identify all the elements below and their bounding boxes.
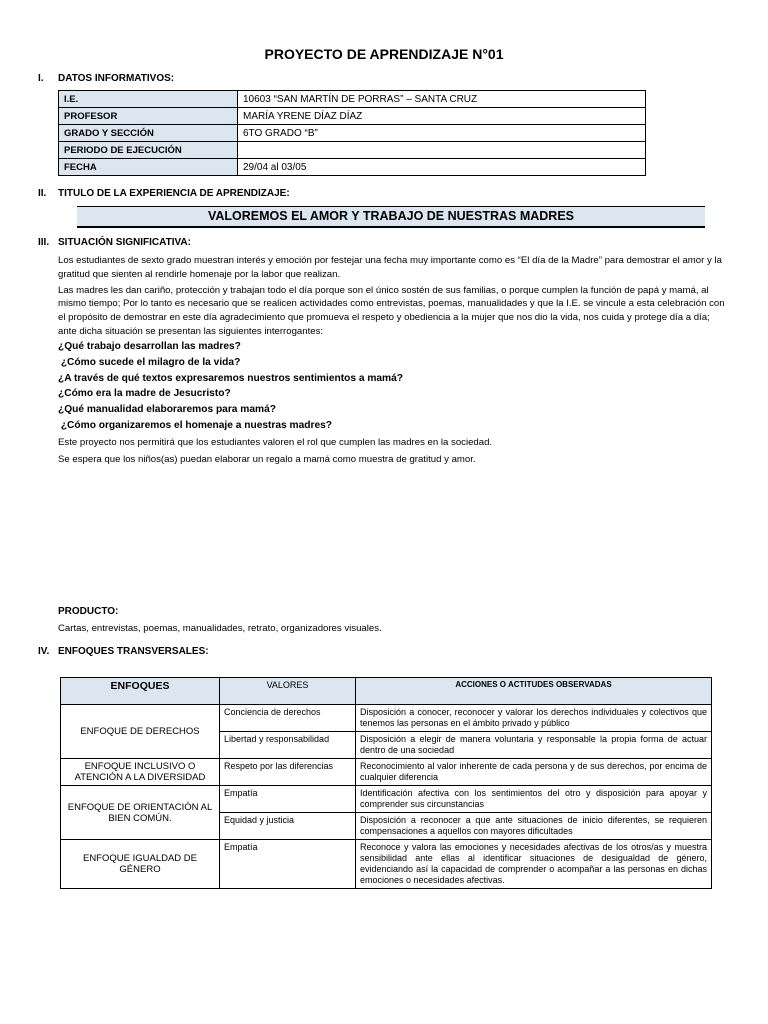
question-item: ¿A través de qué textos expresaremos nuestros sentimientos a mamá?: [58, 372, 403, 384]
situation-text: [58, 254, 730, 341]
enfoques-table: [60, 677, 712, 889]
section-number: IV.: [38, 646, 50, 657]
info-value: 6TO GRADO “B”: [238, 125, 646, 142]
question-list: [58, 339, 730, 434]
info-value: [238, 142, 646, 159]
product-text: Cartas, entrevistas, poemas, manualidades, retrato, organizadores visuales.: [58, 623, 382, 634]
accion-cell: Disposición a elegir de manera voluntaria y responsable la propia forma de actuar dentro de una sociedad: [356, 732, 712, 759]
header-enfoques: ENFOQUES: [61, 678, 220, 705]
section-number: II.: [38, 188, 47, 199]
accion-cell: Reconocimiento al valor inherente de cada persona y de sus derechos, por encima de cualquier diferencia: [356, 759, 712, 786]
valor-cell: Empatía: [220, 786, 356, 813]
info-table: [58, 90, 646, 176]
document-title: PROYECTO DE APRENDIZAJE N°01: [264, 46, 504, 62]
valor-cell: Respeto por las diferencias: [220, 759, 356, 786]
accion-cell: Disposición a conocer, reconocer y valorar los derechos individuales y colectivos que tenemos las personas en el ámbito privado y público: [356, 705, 712, 732]
valor-cell: Libertad y responsabilidad: [220, 732, 356, 759]
info-label: GRADO Y SECCIÓN: [59, 125, 238, 142]
info-label: I.E.: [59, 91, 238, 108]
closing-paragraph: Este proyecto nos permitirá que los estudiantes valoren el rol que cumplen las madres en la sociedad.: [58, 437, 493, 448]
info-row: [59, 125, 646, 142]
info-label: PERIODO DE EJECUCIÓN: [59, 142, 238, 159]
closing-paragraph: Se espera que los niños(as) puedan elaborar un regalo a mamá como muestra de gratitud y amor.: [58, 453, 476, 465]
section-heading-titulo: [38, 188, 290, 199]
section-label: DATOS INFORMATIVOS:: [58, 73, 175, 84]
closing-text: [58, 436, 730, 469]
info-row: [59, 91, 646, 108]
section-label: ENFOQUES TRANSVERSALES:: [58, 646, 209, 657]
valor-cell: Equidad y justicia: [220, 813, 356, 840]
question-item: ¿Cómo organizaremos el homenaje a nuestras madres?: [58, 419, 333, 431]
enfoque-cell: ENFOQUE DE DERECHOS: [61, 705, 220, 759]
enfoque-cell: ENFOQUE INCLUSIVO O ATENCIÓN A LA DIVERSIDAD: [61, 759, 220, 786]
info-value: 29/04 al 03/05: [238, 159, 646, 176]
accion-cell: Identificación afectiva con los sentimientos del otro y disposición para apoyar y comprender sus circunstancias: [356, 786, 712, 813]
section-heading-enfoques: [38, 646, 209, 657]
situation-paragraph: Las madres les dan cariño, protección y trabajan todo el día porque son el único sostén de sus familias, o porque cumplen la función de papá y mamá, al mismo tiempo; Por lo tanto es necesario que se realicen actividades como entrevistas, poemas, manualidades y que la I.E. se vincule a esta celebración con el propósito de demostrar en este día agradecimiento que promueva el respeto y obediencia a la mujer que nos dio la vida, nos cuida y protege día a día; ante dicha situación se presentan las siguientes interrogantes:: [58, 284, 725, 337]
enfoque-cell: ENFOQUE DE ORIENTACIÓN AL BIEN COMÚN.: [61, 786, 220, 840]
table-row: [61, 759, 712, 786]
header-acciones: ACCIONES O ACTITUDES OBSERVADAS: [356, 678, 712, 705]
section-heading-situacion: [38, 237, 191, 248]
question-item: ¿Cómo era la madre de Jesucristo?: [58, 388, 231, 400]
table-row: [61, 840, 712, 889]
question-item: ¿Cómo sucede el milagro de la vida?: [58, 356, 241, 368]
section-number: III.: [38, 237, 50, 248]
info-row: [59, 108, 646, 125]
info-row: [59, 159, 646, 176]
section-label: TITULO DE LA EXPERIENCIA DE APRENDIZAJE:: [58, 188, 290, 199]
question-item: ¿Qué trabajo desarrollan las madres?: [58, 341, 241, 352]
info-value: MARÍA YRENE DÍAZ DÍAZ: [238, 108, 646, 125]
section-label: SITUACIÓN SIGNIFICATIVA:: [58, 237, 191, 248]
info-label: FECHA: [59, 159, 238, 176]
enfoque-cell: ENFOQUE IGUALDAD DE GÉNERO: [61, 840, 220, 889]
experience-title-banner: VALOREMOS EL AMOR Y TRABAJO DE NUESTRAS MADRES: [77, 206, 705, 228]
valor-cell: Conciencia de derechos: [220, 705, 356, 732]
accion-cell: Disposición a reconocer a que ante situaciones de inicio diferentes, se requieren compensaciones a aquellos con mayores dificultades: [356, 813, 712, 840]
table-row: [61, 786, 712, 813]
section-heading-datos: [38, 73, 174, 84]
question-item: ¿Qué manualidad elaboraremos para mamá?: [58, 404, 276, 416]
table-row: [61, 705, 712, 732]
valor-cell: Empatía: [220, 840, 356, 889]
product-label: PRODUCTO:: [58, 606, 119, 617]
header-valores: VALORES: [220, 678, 356, 705]
info-label: PROFESOR: [59, 108, 238, 125]
section-number: I.: [38, 73, 44, 84]
info-value: 10603 “SAN MARTÍN DE PORRAS” – SANTA CRUZ: [238, 91, 646, 108]
info-row: [59, 142, 646, 159]
accion-cell: Reconoce y valora las emociones y necesidades afectivas de los otros/as y muestra sensibilidad ante ellas al identificar situaciones de desigualdad de género, evidenciando así la capacidad de comprender o acompañar a las personas en dichas emociones o necesidades afectivas.: [356, 840, 712, 889]
situation-paragraph: Los estudiantes de sexto grado muestran interés y emoción por festejar una fecha muy importante como es “El día de la Madre” para demostrar el amor y la gratitud que sienten al rendirle homenaje por la labor que realizan.: [58, 255, 722, 280]
